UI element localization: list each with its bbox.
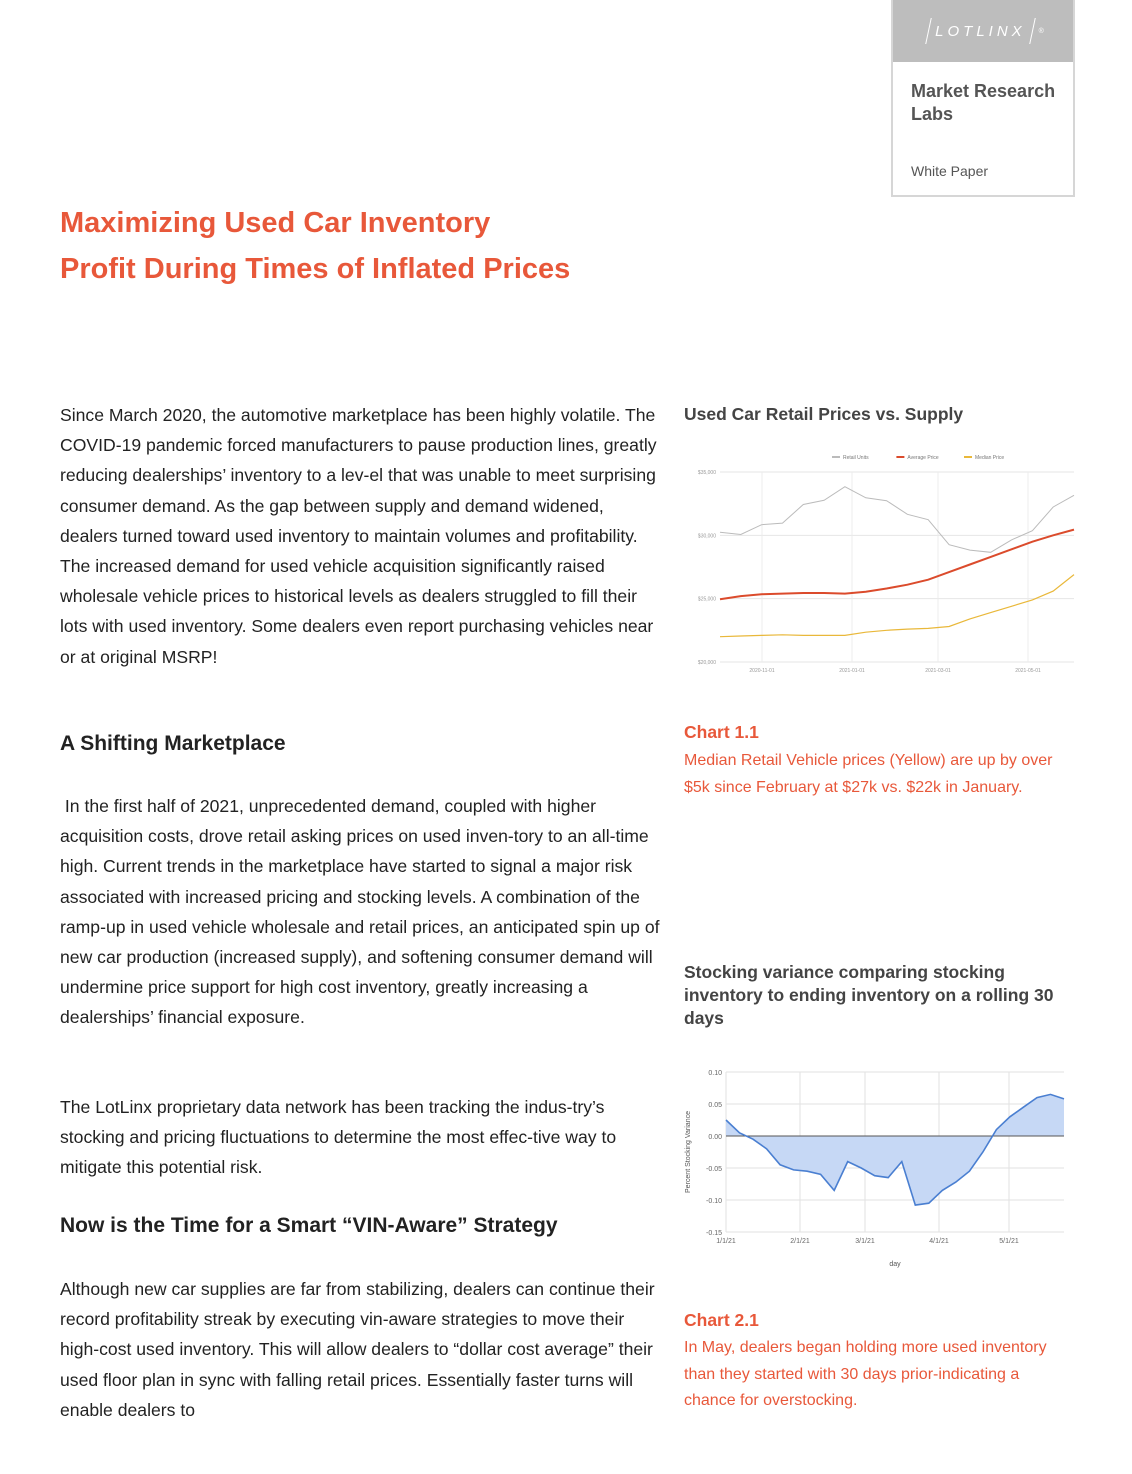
lotlinx-logo [893, 0, 1073, 62]
chart2-caption: In May, dealers began holding more used inventory than they started with 30 days prior-indicating a chance for overstocking. [684, 1339, 1047, 1409]
chart1-ytick-3: $20,000 [697, 660, 716, 666]
chart1-series-2 [720, 575, 1074, 637]
chart2-area [726, 1094, 1064, 1205]
chart2-ylabel: Percent Stocking Variance [685, 1111, 692, 1193]
chart1-heading: Used Car Retail Prices vs. Supply [684, 404, 964, 424]
chart2-ytick-2: 0.00 [708, 1134, 722, 1141]
intro-paragraph [60, 400, 660, 672]
section2-heading: Now is the Time for a Smart “VIN-Aware” Strategy [60, 1214, 558, 1237]
page-title [60, 200, 680, 292]
lab-name: Market Research Labs [911, 81, 1056, 124]
chart2-ytick-1: 0.05 [708, 1102, 722, 1109]
section1-para1-text: In the first half of 2021, unprecedented demand, coupled with higher acquisition costs, drove retail asking prices on used inven-tory to an all-time high. Current trends in the marketplace have started to signal a major risk associated with increased pricing and stocking levels. A combination of the ramp-up in used vehicle wholesale and retail prices, an anticipated spin up of new car production (increased supply), and softening consumer demand will undermine price support for high cost inventory, greatly increasing a dealerships’ financial exposure. [60, 796, 665, 1028]
section2-para1 [60, 1274, 660, 1425]
chart2-heading: Stocking variance comparing stocking inventory to ending inventory on a rolling 30 days [684, 962, 1054, 1028]
chart2-label: Chart 2.1 [684, 1310, 759, 1330]
section1-para2 [60, 1092, 660, 1183]
legend-label-2: Median Price [975, 455, 1005, 461]
chart2-ytick-3: -0.05 [706, 1166, 722, 1173]
logo-text: LOTLINX [935, 22, 1026, 40]
doc-type: White Paper [911, 163, 989, 179]
chart1-xtick-3: 2021-05-01 [1015, 668, 1041, 674]
chart2-ytick-4: -0.10 [706, 1198, 722, 1205]
chart1-price-supply [684, 448, 1080, 680]
chart1-ytick-0: $35,000 [697, 470, 716, 476]
header-logo-box [891, 0, 1075, 197]
chart2-xtick-2: 3/1/21 [855, 1238, 875, 1245]
section1-para1 [60, 791, 665, 1033]
logo-registered-mark: ® [1038, 27, 1044, 35]
chart1-caption: Median Retail Vehicle prices (Yellow) are up by over $5k since February at $27k vs. $22k in January. [684, 752, 1053, 796]
chart1-xtick-1: 2021-01-01 [839, 668, 865, 674]
chart1-ytick-2: $25,000 [697, 596, 716, 603]
title-line-2: Profit During Times of Inflated Prices [60, 253, 571, 285]
title-line-1: Maximizing Used Car Inventory [60, 207, 491, 239]
section2-para1-text: Although new car supplies are far from stabilizing, dealers can continue their record profitability streak by executing vin-aware strategies to move their high-cost used inventory. This will allow dealers to “dollar cost average” their used floor plan in sync with falling retail prices. Essentially faster turns will enable dealers to [60, 1279, 655, 1420]
section1-heading: A Shifting Marketplace [60, 732, 286, 755]
chart1-ytick-1: $30,000 [697, 533, 716, 540]
chart2-xtick-3: 4/1/21 [929, 1238, 949, 1245]
legend-label-0: Retail Units [843, 455, 869, 461]
chart1-series-0 [720, 487, 1074, 553]
chart1-xtick-0: 2020-11-01 [749, 668, 775, 674]
section1-para2-text: The LotLinx proprietary data network has been tracking the indus-try’s stocking and pricing fluctuations to determine the most effec-tive way to mitigate this potential risk. [60, 1097, 617, 1178]
chart2-ytick-5: -0.15 [706, 1230, 722, 1237]
chart2-stocking-variance [678, 1060, 1074, 1275]
chart1-series-1 [720, 530, 1074, 600]
chart2-xlabel: day [889, 1261, 901, 1268]
chart2-xtick-1: 2/1/21 [790, 1238, 810, 1245]
chart2-ytick-0: 0.10 [708, 1070, 722, 1077]
chart2-xtick-4: 5/1/21 [999, 1238, 1019, 1245]
chart1-xtick-2: 2021-03-01 [925, 668, 951, 674]
legend-label-1: Average Price [907, 455, 939, 461]
chart1-label: Chart 1.1 [684, 722, 759, 742]
intro-text: Since March 2020, the automotive marketplace has been highly volatile. The COVID-19 pandemic forced manufacturers to pause production lines, greatly reducing dealerships’ inventory to a lev-el that was unable to meet surprising consumer demand. As the gap between supply and demand widened, dealers turned toward used inventory to maintain volumes and profitability. The increased demand for used vehicle acquisition significantly raised wholesale vehicle prices to historical levels as dealers struggled to fill their lots with used inventory. Some dealers even report purchasing vehicles near or at original MSRP! [60, 405, 657, 667]
chart2-xtick-0: 1/1/21 [716, 1238, 736, 1245]
